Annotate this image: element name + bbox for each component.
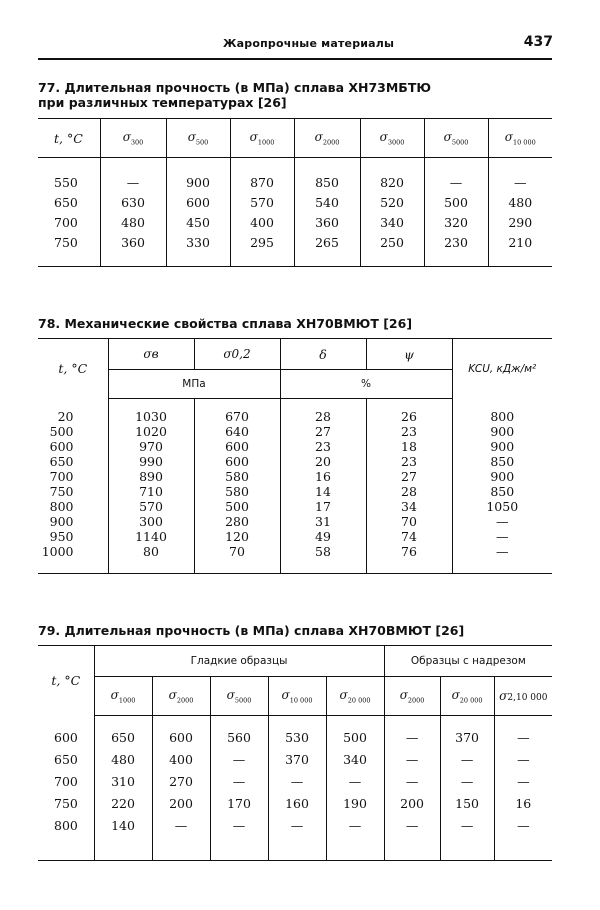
- table79-cell: 480: [94, 748, 152, 770]
- table78-cell: 900: [452, 424, 552, 439]
- table79-cell: —: [494, 770, 552, 792]
- table79-header-row: [38, 646, 552, 677]
- table78-header-kcu: KCU, кДж/м²: [452, 339, 552, 399]
- table79-cell: 220: [94, 792, 152, 814]
- table78-cell: 650: [49, 454, 74, 469]
- table78-cell: 18: [366, 439, 452, 454]
- table79-cell: —: [440, 814, 494, 836]
- table77-cell: 650: [54, 194, 78, 210]
- table79-body: [38, 726, 552, 836]
- table77-cell: 360: [294, 212, 360, 232]
- table78-cell: 850: [452, 454, 552, 469]
- table78-cell: 23: [280, 439, 366, 454]
- table77-header-temp: t, °C: [38, 119, 100, 158]
- sigma-subscript: 20 000: [347, 696, 371, 705]
- sigma-symbol: σ: [451, 687, 460, 702]
- table78-header-temp: t, °C: [38, 339, 108, 399]
- table79-cell: 530: [268, 726, 326, 748]
- sigma-subscript: 10 000: [512, 138, 536, 147]
- table79-header-cell: [94, 677, 152, 716]
- table79-cell: 500: [326, 726, 384, 748]
- table79-cell: 190: [326, 792, 384, 814]
- sigma-subscript: 1000: [257, 138, 275, 147]
- table77-cell: 290: [488, 212, 552, 232]
- table-row: [38, 529, 552, 544]
- page-number: 437: [523, 34, 553, 50]
- table79-header-cell: [326, 677, 384, 716]
- table78-cell: 14: [280, 484, 366, 499]
- table79-cell: —: [384, 748, 440, 770]
- table78-cell: 280: [194, 514, 280, 529]
- table-row: [38, 514, 552, 529]
- table79-cell: 370: [268, 748, 326, 770]
- table-row: [38, 409, 552, 424]
- sigma-subscript: 3000: [387, 138, 405, 147]
- table77-cell: 230: [424, 232, 488, 252]
- table78-cell: 28: [280, 409, 366, 424]
- table79-cell: 600: [152, 726, 210, 748]
- table77-cell: 340: [360, 212, 424, 232]
- table78-cell: 120: [194, 529, 280, 544]
- table-row: [38, 544, 552, 559]
- table78-cell: 20: [280, 454, 366, 469]
- sigma-symbol: σ: [379, 129, 388, 144]
- table78-spacer-row: [38, 399, 552, 410]
- table77-cell: 330: [166, 232, 230, 252]
- table78-cell: 17: [280, 499, 366, 514]
- running-head: [38, 34, 553, 56]
- table79-cell: 150: [440, 792, 494, 814]
- sigma-subscript: 500: [195, 138, 209, 147]
- sigma-symbol: σ: [339, 687, 348, 702]
- table77-cell: 210: [488, 232, 552, 252]
- table79-cell: 400: [152, 748, 210, 770]
- table78-header-sigma-b: σв: [108, 339, 194, 370]
- sigma-symbol: σ: [110, 687, 119, 702]
- table77-cell: 870: [230, 172, 294, 192]
- table79-cell: —: [384, 814, 440, 836]
- table78-cell: 900: [49, 514, 74, 529]
- table79-cell: 310: [94, 770, 152, 792]
- table78-cell: 26: [366, 409, 452, 424]
- table79-group-notched: Образцы с надрезом: [384, 646, 552, 677]
- table78-cell: 80: [108, 544, 194, 559]
- table79-cell: 600: [54, 729, 78, 745]
- sigma-subscript: 2000: [176, 696, 194, 705]
- table-row: [38, 232, 552, 252]
- table78-cell: 300: [108, 514, 194, 529]
- table78-cell: 27: [366, 469, 452, 484]
- table79: [38, 645, 552, 861]
- table77-cell: 550: [54, 174, 78, 190]
- table78-cell: 600: [194, 454, 280, 469]
- table78-cell: 74: [366, 529, 452, 544]
- table78-cell: 990: [108, 454, 194, 469]
- sigma-subscript: 5000: [451, 138, 469, 147]
- table-row: [38, 439, 552, 454]
- sigma-subscript: 300: [130, 138, 144, 147]
- table79-cell: —: [210, 748, 268, 770]
- sigma-symbol: σ: [314, 129, 323, 144]
- table79-cell: —: [210, 770, 268, 792]
- table-row: [38, 484, 552, 499]
- table-row: [38, 814, 552, 836]
- table78-cell: 1140: [108, 529, 194, 544]
- table-row: [38, 469, 552, 484]
- table77-cell: 900: [166, 172, 230, 192]
- table79-cell: —: [440, 770, 494, 792]
- sigma-subscript: 2,10 000: [507, 693, 548, 703]
- table77-header-cell: [230, 119, 294, 158]
- table79-cell: 750: [54, 795, 78, 811]
- table78-cell: 31: [280, 514, 366, 529]
- table79-caption: 79. Длительная прочность (в МПа) сплава ХН70ВМЮТ [26]: [38, 623, 465, 638]
- table79-header-temp: t, °C: [38, 646, 94, 716]
- table78: [38, 338, 552, 574]
- table79-cell: 170: [210, 792, 268, 814]
- table77-caption-line2: при различных температурах [26]: [38, 95, 287, 110]
- table78-cell: 49: [280, 529, 366, 544]
- table77-header-cell: [360, 119, 424, 158]
- table78-cell: —: [452, 529, 552, 544]
- table79-cell: 200: [384, 792, 440, 814]
- table78-header-row: [38, 339, 552, 370]
- table77-header-cell: [294, 119, 360, 158]
- table79-cell: 650: [54, 751, 78, 767]
- table-row: [38, 424, 552, 439]
- table78-cell: 27: [280, 424, 366, 439]
- sigma-symbol: σ: [187, 129, 196, 144]
- table79-header-cell: [152, 677, 210, 716]
- sigma-symbol: σ: [249, 129, 258, 144]
- table77-caption-line1: 77. Длительная прочность (в МПа) сплава ХН73МБТЮ: [38, 80, 432, 95]
- header-rule: [38, 58, 552, 60]
- sigma-subscript: 2000: [322, 138, 340, 147]
- table79-cell: 700: [54, 773, 78, 789]
- table78-cell: 970: [108, 439, 194, 454]
- table77-cell: 820: [360, 172, 424, 192]
- table77-header-cell: [488, 119, 552, 158]
- table78-cell: 23: [366, 454, 452, 469]
- table78-cell: 580: [194, 469, 280, 484]
- table79-group-smooth: Гладкие образцы: [94, 646, 384, 677]
- table78-cell: 600: [49, 439, 74, 454]
- table79-spacer-row: [38, 836, 552, 861]
- sigma-subscript: 20 000: [459, 696, 483, 705]
- table77-cell: 500: [424, 192, 488, 212]
- sigma-symbol: σ: [443, 129, 452, 144]
- table79-cell: 560: [210, 726, 268, 748]
- table77-cell: 480: [100, 212, 166, 232]
- table78-cell: 800: [452, 409, 552, 424]
- table78-cell: 1030: [108, 409, 194, 424]
- table78-cell: —: [452, 544, 552, 559]
- table77-cell: 360: [100, 232, 166, 252]
- table77-caption: [38, 80, 431, 110]
- table78-cell: 670: [194, 409, 280, 424]
- table78-cell: 20: [57, 409, 74, 424]
- table77-cell: —: [100, 172, 166, 192]
- table79-header-cell: [268, 677, 326, 716]
- table-row: [38, 172, 552, 192]
- table78-cell: 640: [194, 424, 280, 439]
- running-head-title: Жаропрочные материалы: [223, 37, 395, 50]
- table77-cell: 520: [360, 192, 424, 212]
- table77-cell: 600: [166, 192, 230, 212]
- table78-cell: 1050: [452, 499, 552, 514]
- table78-cell: 850: [452, 484, 552, 499]
- table77: [38, 118, 552, 267]
- table78-cell: 58: [280, 544, 366, 559]
- table79-header-cell: [384, 677, 440, 716]
- table79-subheader-row: [38, 677, 552, 716]
- table78-cell: 600: [194, 439, 280, 454]
- sigma-subscript: 2000: [407, 696, 425, 705]
- table77-header-cell: [424, 119, 488, 158]
- table77-cell: 400: [230, 212, 294, 232]
- table78-cell: 500: [194, 499, 280, 514]
- sigma-symbol: σ: [504, 129, 513, 144]
- table77-cell: 700: [54, 214, 78, 230]
- table79-header-cell: [440, 677, 494, 716]
- table79-cell: 370: [440, 726, 494, 748]
- table78-spacer-row: [38, 559, 552, 574]
- table78-cell: 580: [194, 484, 280, 499]
- table78-cell: —: [452, 514, 552, 529]
- table79-cell: —: [440, 748, 494, 770]
- table77-header-cell: [166, 119, 230, 158]
- table77-cell: 450: [166, 212, 230, 232]
- table78-cell: 16: [280, 469, 366, 484]
- table78-cell: 28: [366, 484, 452, 499]
- table78-caption: 78. Механические свойства сплава ХН70ВМЮТ [26]: [38, 316, 413, 331]
- table79-cell: —: [210, 814, 268, 836]
- table79-header-cell: [494, 677, 552, 716]
- table78-unit-mpa: МПа: [108, 370, 280, 399]
- table79-cell: —: [384, 726, 440, 748]
- table77-cell: 295: [230, 232, 294, 252]
- table78-cell: 800: [49, 499, 74, 514]
- table77-cell: 630: [100, 192, 166, 212]
- table77-cell: —: [424, 172, 488, 192]
- table77-cell: —: [488, 172, 552, 192]
- sigma-subscript: 5000: [234, 696, 252, 705]
- table77-spacer-row: [38, 158, 552, 173]
- table78-cell: 70: [194, 544, 280, 559]
- table-row: [38, 748, 552, 770]
- table79-cell: —: [494, 814, 552, 836]
- sigma-symbol: σ: [499, 689, 508, 703]
- table79-cell: —: [326, 770, 384, 792]
- table77-spacer-row: [38, 252, 552, 267]
- table77-cell: 320: [424, 212, 488, 232]
- table79-cell: 140: [94, 814, 152, 836]
- sigma-subscript: 1000: [118, 696, 136, 705]
- table77-cell: 540: [294, 192, 360, 212]
- table78-cell: 1000: [41, 544, 74, 559]
- table78-cell: 900: [452, 439, 552, 454]
- table79-cell: —: [494, 748, 552, 770]
- table79-spacer-row: [38, 716, 552, 727]
- sigma-symbol: σ: [122, 129, 131, 144]
- table78-cell: 570: [108, 499, 194, 514]
- table78-cell: 950: [49, 529, 74, 544]
- table78-header-sigma-02: σ0,2: [194, 339, 280, 370]
- table78-cell: 23: [366, 424, 452, 439]
- table77-header-cell: [100, 119, 166, 158]
- table78-cell: 710: [108, 484, 194, 499]
- table78-header-delta: δ: [280, 339, 366, 370]
- table-row: [38, 212, 552, 232]
- table78-unit-percent: %: [280, 370, 452, 399]
- table77-cell: 570: [230, 192, 294, 212]
- table-row: [38, 454, 552, 469]
- table-row: [38, 792, 552, 814]
- table-row: [38, 192, 552, 212]
- table77-cell: 850: [294, 172, 360, 192]
- table79-cell: 160: [268, 792, 326, 814]
- table79-cell: 16: [494, 792, 552, 814]
- table79-cell: 650: [94, 726, 152, 748]
- table-row: [38, 726, 552, 748]
- table77-cell: 750: [54, 234, 78, 250]
- table79-cell: 340: [326, 748, 384, 770]
- table-row: [38, 499, 552, 514]
- table78-cell: 900: [452, 469, 552, 484]
- table77-cell: 480: [488, 192, 552, 212]
- table79-cell: 200: [152, 792, 210, 814]
- table79-cell: —: [268, 770, 326, 792]
- table79-cell: 270: [152, 770, 210, 792]
- table79-cell: —: [494, 726, 552, 748]
- table79-cell: —: [384, 770, 440, 792]
- sigma-symbol: σ: [226, 687, 235, 702]
- table79-cell: —: [326, 814, 384, 836]
- table79-cell: —: [152, 814, 210, 836]
- sigma-symbol: σ: [281, 687, 290, 702]
- table78-cell: 750: [49, 484, 74, 499]
- table79-header-cell: [210, 677, 268, 716]
- sigma-subscript: 10 000: [289, 696, 313, 705]
- table78-cell: 890: [108, 469, 194, 484]
- table78-cell: 500: [49, 424, 74, 439]
- sigma-symbol: σ: [168, 687, 177, 702]
- table78-cell: 76: [366, 544, 452, 559]
- table78-body: [38, 409, 552, 559]
- table77-cell: 265: [294, 232, 360, 252]
- table-row: [38, 770, 552, 792]
- sigma-symbol: σ: [399, 687, 408, 702]
- table78-cell: 1020: [108, 424, 194, 439]
- table79-cell: —: [268, 814, 326, 836]
- table78-cell: 700: [49, 469, 74, 484]
- table79-cell: 800: [54, 817, 78, 833]
- table77-cell: 250: [360, 232, 424, 252]
- table78-header-psi: ψ: [366, 339, 452, 370]
- table78-cell: 34: [366, 499, 452, 514]
- table78-cell: 70: [366, 514, 452, 529]
- table77-header-row: [38, 119, 552, 158]
